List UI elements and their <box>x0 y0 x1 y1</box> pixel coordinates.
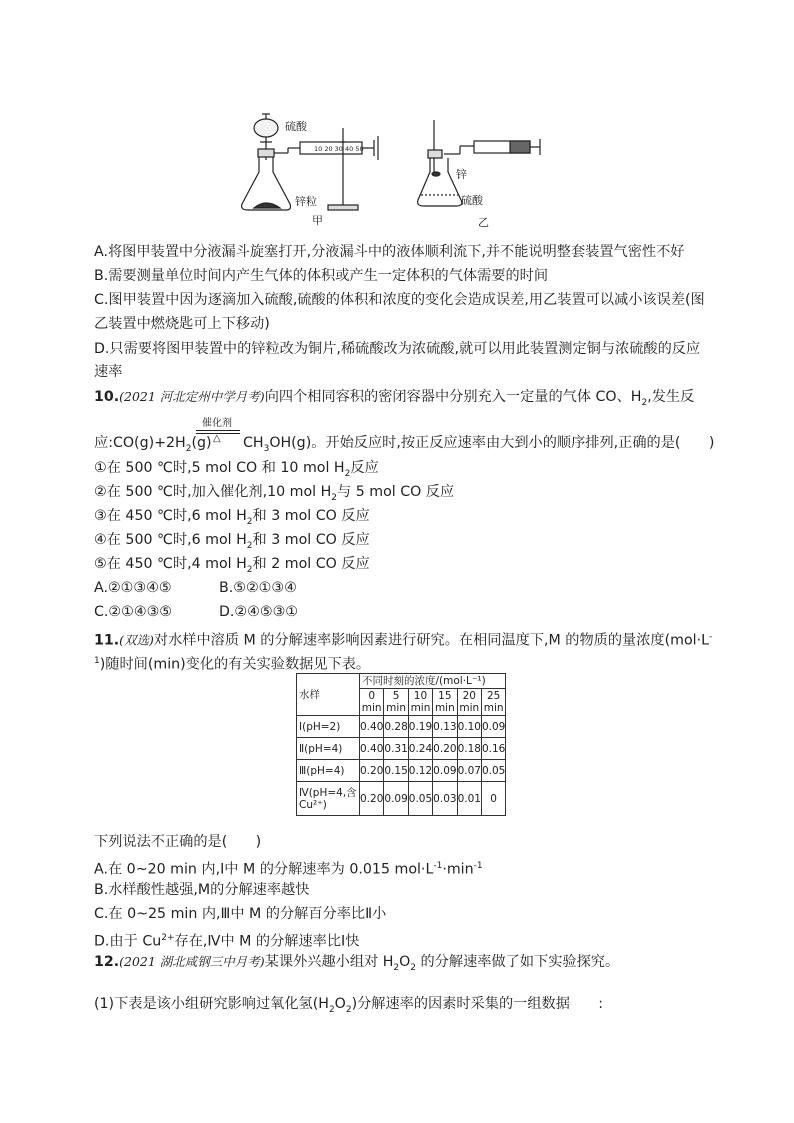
table-cell: 0 <box>481 782 505 816</box>
label-yi-acid: 硫酸 <box>461 194 483 207</box>
q10-item-3-sub: 2 <box>246 516 253 527</box>
q10-eq-left: 应:CO(g)+2H <box>94 435 186 451</box>
q10-equation-line <box>94 433 212 459</box>
table-time-25: 25 min <box>481 689 505 716</box>
q12-part1 <box>94 994 603 1020</box>
q10-option-c: C.②①④③⑤ <box>94 604 173 620</box>
q12-stem-pre: 某课外兴趣小组对 H <box>264 954 394 970</box>
q10-option-d: D.②④⑤③① <box>219 604 299 620</box>
label-jia-acid: 硫酸 <box>285 120 307 133</box>
q9-option-c-line2: 乙装置中燃烧匙可上下移动) <box>94 316 270 332</box>
q12-part1-sub1: 2 <box>328 1004 335 1015</box>
q9-option-a: A.将图甲装置中分液漏斗旋塞打开,分液漏斗中的液体顺利流下,并不能说明整套装置气密性不好 <box>94 244 685 260</box>
table-cell: 0.05 <box>481 760 505 782</box>
q11-data-table <box>296 673 506 816</box>
table-row-label: Ⅳ(pH=4,含Cu²⁺) <box>297 782 360 816</box>
table-cell: 0.40 <box>360 716 384 738</box>
table-cell: 0.40 <box>360 738 384 760</box>
table-time-20: 20 min <box>457 689 481 716</box>
q9-option-b: B.需要测量单位时间内产生气体的体积或产生一定体积的气体需要的时间 <box>94 268 549 284</box>
q10-stem-end: ,发生反 <box>647 389 695 405</box>
table-cell: 0.12 <box>408 760 432 782</box>
q12-part1-sub2: 2 <box>345 1004 352 1015</box>
table-row <box>297 782 506 816</box>
q11-option-a-sup1: -1 <box>433 861 443 871</box>
q10-item-2-text: ②在 500 ℃时,加入催化剂,10 mol H <box>94 484 332 500</box>
q12-stem <box>94 952 619 978</box>
q10-eq-right-end: OH(g)。开始反应时,按正反应速率由大到小的顺序排列,正确的是( ) <box>269 435 715 451</box>
table-header-row <box>297 674 506 689</box>
q10-stem-text: 向四个相同容积的密闭容器中分别充入一定量的气体 CO、H <box>264 389 642 405</box>
label-jia-zinc: 锌粒 <box>295 195 317 208</box>
table-cell: 0.19 <box>408 716 432 738</box>
table-cell: 0.05 <box>408 782 432 816</box>
table-cell: 0.15 <box>384 760 408 782</box>
q10-item-4-end: 和 3 mol CO 反应 <box>252 532 370 548</box>
q11-option-a-mid: ·min <box>442 861 474 878</box>
q10-eq-left-end: (g) <box>191 435 212 451</box>
q11-option-a-sup2: -1 <box>473 861 483 871</box>
q11-stem-line2 <box>94 651 370 675</box>
q12-stem-sub2: 2 <box>410 962 417 973</box>
table-cell: 0.20 <box>433 738 457 760</box>
table-row-label: Ⅲ(pH=4) <box>297 760 360 782</box>
q12-part1-pre: (1)下表是该小组研究影响过氧化氢(H <box>94 996 329 1012</box>
q10-source: (2021 河北定州中学月考) <box>119 389 265 404</box>
q11-option-d <box>94 928 359 952</box>
q10-heat-symbol: △ <box>213 433 221 444</box>
q10-item-5-end: 和 2 mol CO 反应 <box>252 556 370 572</box>
table-cell: 0.24 <box>408 738 432 760</box>
q10-item-2-end: 与 5 mol CO 反应 <box>337 484 455 500</box>
table-time-0: 0 min <box>360 689 384 716</box>
q10-stem-sub: 2 <box>641 397 648 408</box>
q11-stem1-sup: - <box>709 632 713 642</box>
q10-item-3 <box>94 506 370 532</box>
q10-option-b: B.⑤②①③④ <box>219 580 297 596</box>
table-row <box>297 738 506 760</box>
q11-option-c: C.在 0~25 min 内,Ⅲ中 M 的分解百分率比Ⅱ小 <box>94 906 387 922</box>
table-corner: 水样 <box>297 674 360 716</box>
q10-item-2 <box>94 482 454 508</box>
q9-option-c-line1: C.图甲装置中因为逐滴加入硫酸,硫酸的体积和浓度的变化会造成误差,用乙装置可以减小该误差(图 <box>94 292 705 308</box>
q11-prompt: 下列说法不正确的是( ) <box>94 834 262 850</box>
q10-catalyst-label: 催化剂 <box>202 418 232 429</box>
table-cell: 0.28 <box>384 716 408 738</box>
q12-part1-post: )分解速率的因素时采集的一组数据 : <box>351 996 604 1012</box>
q10-item-3-end: 和 3 mol CO 反应 <box>252 508 370 524</box>
label-jia-name: 甲 <box>312 214 323 227</box>
q11-stem2: )随时间(min)变化的有关实验数据见下表。 <box>99 656 371 673</box>
q11-option-d-pre: D.由于 Cu <box>94 933 162 950</box>
q10-eq-right-sub: 3 <box>263 443 270 454</box>
q10-eq-left-sub: 2 <box>185 443 192 454</box>
table-row-label: Ⅱ(pH=4) <box>297 738 360 760</box>
q11-option-a <box>94 856 483 880</box>
q10-item-1 <box>94 458 379 484</box>
q10-item-2-sub: 2 <box>331 492 338 503</box>
table-cell: 0.03 <box>433 782 457 816</box>
q10-stem-line1 <box>94 387 694 413</box>
q12-source: (2021 湖北咸钢三中月考) <box>119 954 265 969</box>
q10-number: 10. <box>94 389 120 405</box>
q10-item-1-end: 反应 <box>350 460 379 476</box>
q10-item-1-text: ①在 500 ℃时,5 mol CO 和 10 mol H <box>94 460 345 476</box>
table-cell: 0.10 <box>457 716 481 738</box>
q11-stem-line1 <box>94 627 712 651</box>
table-time-5: 5 min <box>384 689 408 716</box>
table-row <box>297 716 506 738</box>
table-cell: 0.16 <box>481 738 505 760</box>
q11-stem2-sup: 1 <box>94 656 100 666</box>
table-cell: 0.18 <box>457 738 481 760</box>
label-yi-zinc: 锌 <box>456 168 467 181</box>
label-yi-name: 乙 <box>478 216 489 229</box>
q11-option-d-sup: 2+ <box>161 933 175 943</box>
q12-stem-sub1: 2 <box>393 962 400 973</box>
table-cell: 0.09 <box>481 716 505 738</box>
q12-stem-post: 的分解速率做了如下实验探究。 <box>416 954 620 970</box>
q10-item-4 <box>94 530 370 556</box>
q12-number: 12. <box>94 954 120 970</box>
q10-eq-right: CH <box>243 435 264 451</box>
table-time-15: 15 min <box>433 689 457 716</box>
table-row-label: Ⅰ(pH=2) <box>297 716 360 738</box>
table-cell: 0.09 <box>384 782 408 816</box>
table-cell: 0.20 <box>360 760 384 782</box>
table-cell: 0.13 <box>433 716 457 738</box>
q10-item-4-sub: 2 <box>246 540 253 551</box>
q10-equation-right <box>243 433 714 459</box>
table-cell: 0.20 <box>360 782 384 816</box>
table-time-10: 10 min <box>408 689 432 716</box>
q10-item-1-sub: 2 <box>344 468 351 479</box>
q11-number: 11. <box>94 632 120 649</box>
q11-option-b: B.水样酸性越强,M的分解速率越快 <box>94 882 310 898</box>
q12-stem-mid: O <box>399 954 411 970</box>
q9-option-d-line1: D.只需要将图甲装置中的锌粒改为铜片,稀硫酸改为浓硫酸,就可以用此装置测定铜与浓硫酸的反应 <box>94 341 701 357</box>
table-row <box>297 760 506 782</box>
table-cell: 0.31 <box>384 738 408 760</box>
q10-item-5 <box>94 554 370 580</box>
q11-option-a-text: A.在 0~20 min 内,Ⅰ中 M 的分解速率为 0.015 mol·L <box>94 861 434 878</box>
q11-option-d-post: 存在,Ⅳ中 M 的分解速率比Ⅰ快 <box>174 933 360 950</box>
q10-option-a: A.②①③④⑤ <box>94 580 172 596</box>
q10-item-5-sub: 2 <box>246 564 253 575</box>
q9-option-d-line2: 速率 <box>94 364 123 380</box>
table-cell: 0.01 <box>457 782 481 816</box>
q11-tag: (双选) <box>119 632 154 648</box>
q10-reaction-arrow <box>196 430 240 431</box>
apparatus-figure <box>0 0 794 240</box>
q11-stem1: 对水样中溶质 M 的分解速率影响因素进行研究。在相同温度下,M 的物质的量浓度(mol·L <box>153 632 710 649</box>
q10-item-5-text: ⑤在 450 ℃时,4 mol H <box>94 556 247 572</box>
table-group-header: 不同时刻的浓度/(mol·L⁻¹) <box>360 674 506 689</box>
label-jia-scale: 10 20 30 40 50 <box>314 145 364 153</box>
q12-part1-mid: O <box>334 996 346 1012</box>
q10-item-3-text: ③在 450 ℃时,6 mol H <box>94 508 247 524</box>
table-cell: 0.07 <box>457 760 481 782</box>
q10-item-4-text: ④在 500 ℃时,6 mol H <box>94 532 247 548</box>
table-cell: 0.09 <box>433 760 457 782</box>
